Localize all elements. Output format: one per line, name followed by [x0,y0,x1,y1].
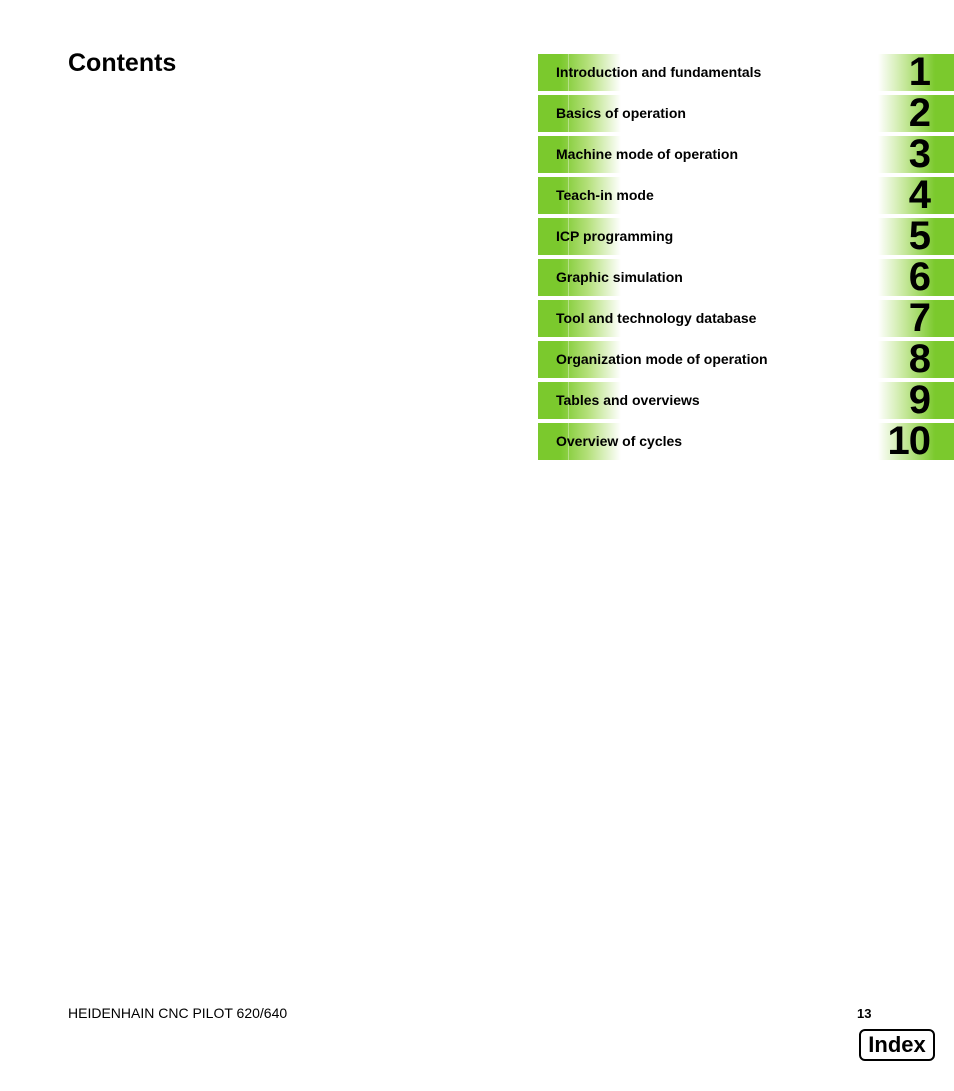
chapter-title[interactable]: ICP programming [556,228,674,244]
chapter-number-tab[interactable] [878,296,954,340]
chapter-number: 2 [908,91,930,135]
page-number: 13 [857,1006,872,1021]
index-button[interactable]: Index [859,1029,935,1061]
chapter-number: 4 [908,173,930,217]
page-title: Contents [68,49,177,77]
chapter-link-2[interactable] [538,91,954,135]
chapter-link-1[interactable] [538,50,954,94]
chapter-title[interactable]: Overview of cycles [556,433,683,449]
chapter-link-5[interactable] [538,214,954,258]
chapter-number-tab[interactable] [878,50,954,94]
chapter-list [538,50,954,464]
chapter-title[interactable]: Introduction and fundamentals [556,64,762,80]
chapter-link-6[interactable] [538,255,954,299]
chapter-number: 5 [908,214,930,258]
chapter-title[interactable]: Machine mode of operation [556,146,739,162]
chapter-title[interactable]: Teach-in mode [556,187,654,203]
chapter-number: 10 [887,419,930,463]
chapter-number-tab[interactable] [878,419,954,463]
chapter-number: 7 [908,296,930,340]
chapter-number: 3 [908,132,930,176]
chapter-link-9[interactable] [538,378,954,422]
chapter-link-4[interactable] [538,173,954,217]
chapter-number-tab[interactable] [878,132,954,176]
chapter-number: 6 [908,255,930,299]
chapter-title[interactable]: Tool and technology database [556,310,757,326]
chapter-title[interactable]: Graphic simulation [556,269,683,285]
chapter-number-tab[interactable] [878,214,954,258]
chapter-title[interactable]: Basics of operation [556,105,686,121]
chapter-number-tab[interactable] [878,173,954,217]
chapter-number: 9 [908,378,930,422]
chapter-number-tab[interactable] [878,337,954,381]
footer-product-name: HEIDENHAIN CNC PILOT 620/640 [68,1005,288,1021]
chapter-link-3[interactable] [538,132,954,176]
chapter-number-tab[interactable] [878,255,954,299]
chapter-title[interactable]: Organization mode of operation [556,351,768,367]
chapter-title[interactable]: Tables and overviews [556,392,700,408]
chapter-link-8[interactable] [538,337,954,381]
chapter-link-7[interactable] [538,296,954,340]
chapter-number-tab[interactable] [878,378,954,422]
chapter-link-10[interactable] [538,419,954,463]
chapter-number-tab[interactable] [878,91,954,135]
chapter-number: 8 [908,337,930,381]
chapter-number: 1 [908,50,930,94]
